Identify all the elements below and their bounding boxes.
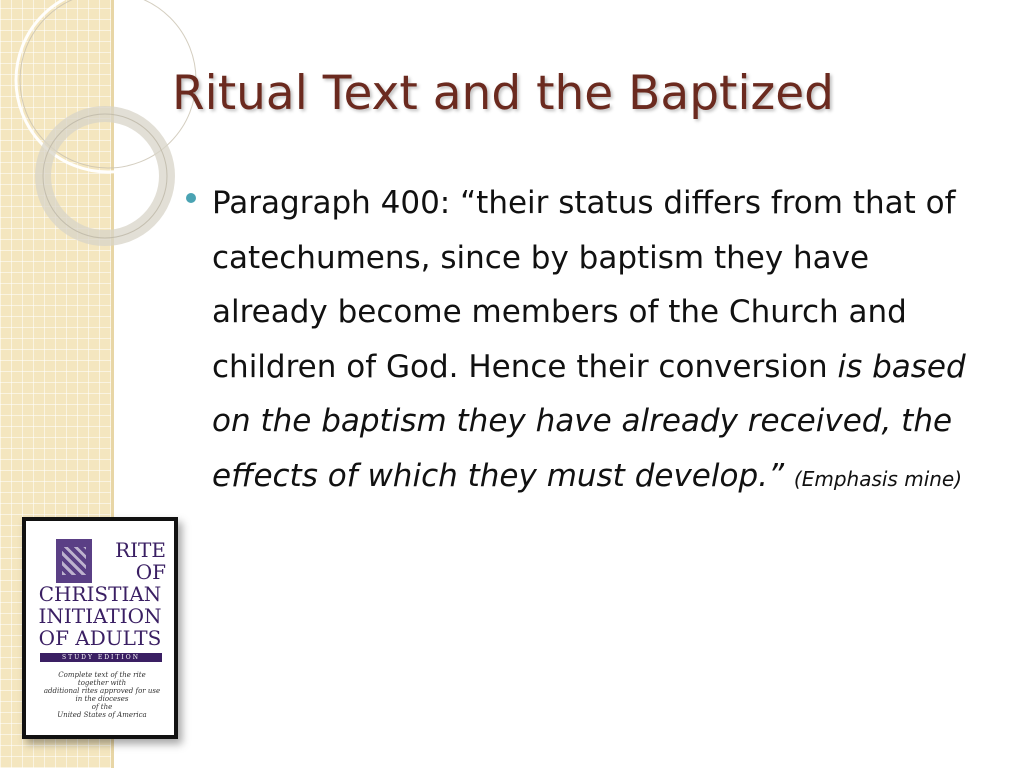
book-subtitle-line: of the [91,703,113,711]
book-subtitle-line: United States of America [57,711,147,719]
book-subtitle-line: additional rites approved for use [43,687,161,695]
book-title-line: CHRISTIAN [38,582,162,606]
book-title-line: RITE [115,538,166,562]
book-title-line: INITIATION [38,604,162,628]
book-subtitle-line: Complete text of the rite [58,671,146,679]
bullet-text-lead: Paragraph 400: “their status differs from that of catechumens, since by baptism they have already become members of the Church and children of God. Hence their conversion [212,185,956,385]
book-subtitle-line: together with [77,679,127,687]
book-cover-image [22,517,178,739]
bullet-text [212,176,976,506]
book-edition-band: STUDY EDITION [40,653,162,662]
bullet-item [186,176,976,506]
slide-title: Ritual Text and the Baptized [172,66,834,121]
book-title-line: OF [135,560,166,584]
slide-content [186,176,976,506]
emphasis-note: (Emphasis mine) [793,466,963,491]
bullet-dot-icon [186,193,196,203]
bullet-text-emphasis: is based on the baptism they have already received, the effects of which they must develop.” [212,348,966,494]
book-subtitle-line: in the dioceses [75,695,129,703]
book-title-line: OF ADULTS [38,626,162,650]
